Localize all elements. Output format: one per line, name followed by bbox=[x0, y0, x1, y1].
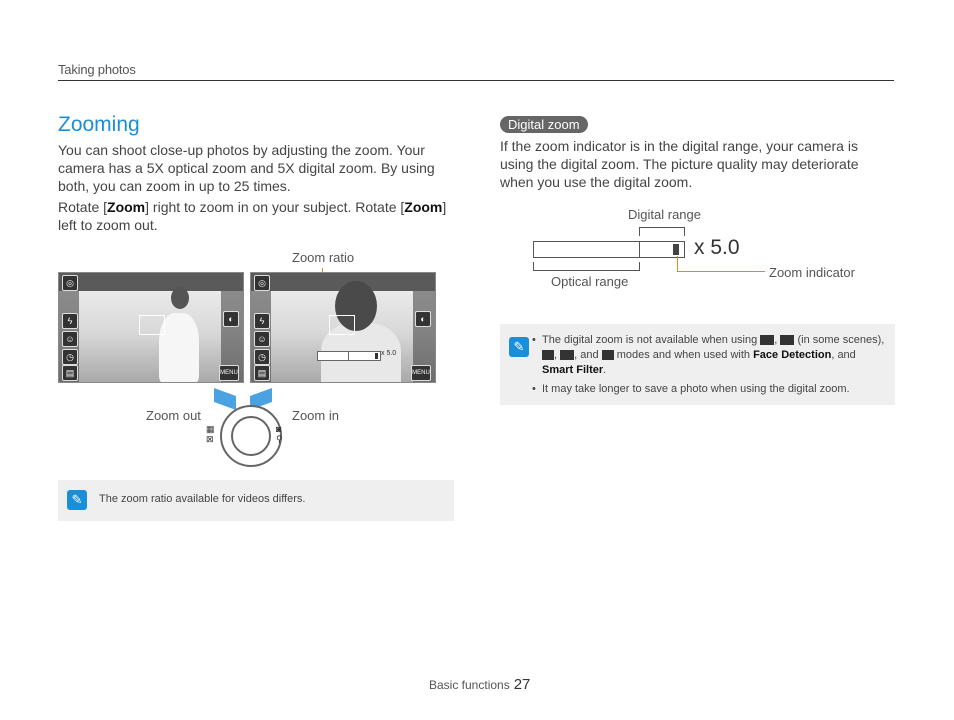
zoom-ratio-value: x 5.0 bbox=[381, 350, 397, 357]
movie-icon bbox=[602, 350, 614, 360]
tele-icon: ◙ bbox=[276, 424, 282, 434]
page-title: Zooming bbox=[58, 113, 140, 136]
zoom-bar bbox=[317, 351, 381, 361]
note-icon: ✎ bbox=[67, 490, 87, 510]
optical-range-caption: Optical range bbox=[551, 274, 629, 289]
smart-mode-icon: ◎ bbox=[254, 275, 270, 291]
thumbnail-icon: ⊠ bbox=[206, 434, 214, 444]
scene-icon bbox=[780, 335, 794, 345]
smart-mode-icon: ◎ bbox=[62, 275, 78, 291]
display-icon: ▤ bbox=[62, 365, 78, 381]
display-icon: ▤ bbox=[254, 365, 270, 381]
focus-frame bbox=[139, 315, 165, 335]
note-box-left bbox=[58, 480, 454, 521]
flash-icon: ϟ bbox=[62, 313, 78, 329]
focus-frame bbox=[329, 315, 355, 335]
zoom-indicator-caption: Zoom indicator bbox=[769, 265, 855, 280]
smart-auto-icon bbox=[760, 335, 774, 345]
digital-range-bracket bbox=[639, 227, 685, 236]
camera-screen-wide bbox=[58, 272, 244, 383]
zoom-value: x 5.0 bbox=[694, 236, 740, 259]
note-box-right bbox=[500, 324, 895, 405]
timer-icon: ◷ bbox=[62, 349, 78, 365]
zoom-in-caption: Zoom in bbox=[292, 408, 339, 423]
note-bullet-2: • It may take longer to save a photo when using the digital zoom. bbox=[532, 383, 850, 395]
flash-icon: ϟ bbox=[254, 313, 270, 329]
zoom-out-caption: Zoom out bbox=[146, 408, 201, 423]
zoom-key-1: Zoom bbox=[107, 199, 146, 215]
face-icon: ☺ bbox=[254, 331, 270, 347]
footer-label: Basic functions bbox=[429, 678, 510, 692]
zoom-range-bar bbox=[533, 241, 685, 258]
digital-range-caption: Digital range bbox=[628, 207, 701, 222]
intro-paragraph: You can shoot close-up photos by adjusting the zoom. Your camera has a 5X optical zoom and 5X digital zoom. By using both, you can zoom in up to 25 times. bbox=[58, 142, 435, 194]
zoom-ratio-caption: Zoom ratio bbox=[292, 250, 355, 265]
rotate-paragraph: Rotate [Zoom] right to zoom in on your subject. Rotate [Zoom] left to zoom out. bbox=[58, 199, 447, 233]
indicator-leader-h bbox=[677, 271, 765, 272]
menu-icon: MENU bbox=[219, 365, 239, 381]
note-bullet-1: • The digital zoom is not available when using , (in some scenes), , , and modes and when used with Face Detection, and Smart Filter. bbox=[532, 334, 885, 376]
zoom-key-2: Zoom bbox=[404, 199, 443, 215]
camera-screen-zoomed bbox=[250, 272, 436, 383]
digital-zoom-pill: Digital zoom bbox=[500, 116, 588, 133]
timer-icon: ◷ bbox=[254, 349, 270, 365]
zoom-indicator-marker bbox=[673, 244, 679, 255]
zoom-lever[interactable] bbox=[220, 405, 282, 467]
note-text: The zoom ratio available for videos differs. bbox=[99, 493, 306, 505]
header-rule bbox=[58, 80, 894, 81]
wide-icon: ▦ bbox=[206, 424, 215, 434]
digital-zoom-description: If the zoom indicator is in the digital range, your camera is using the digital zoom. The picture quality may deteriorate when you use the digital zoom. bbox=[500, 138, 859, 190]
footer bbox=[429, 676, 530, 693]
indicator-leader-v bbox=[677, 256, 678, 272]
ev-icon: ◐ bbox=[415, 311, 431, 327]
section-label: Taking photos bbox=[58, 62, 136, 77]
note-icon: ✎ bbox=[509, 337, 529, 357]
magnify-icon: ⚲ bbox=[276, 434, 283, 444]
smart-movie-icon bbox=[560, 350, 574, 360]
optical-range-bracket bbox=[533, 262, 640, 271]
page-number: 27 bbox=[513, 676, 531, 693]
ev-icon: ◐ bbox=[223, 311, 239, 327]
dual-is-icon bbox=[542, 350, 554, 360]
menu-icon: MENU bbox=[411, 365, 431, 381]
face-icon: ☺ bbox=[62, 331, 78, 347]
zoom-out-arrow-icon bbox=[214, 388, 236, 410]
